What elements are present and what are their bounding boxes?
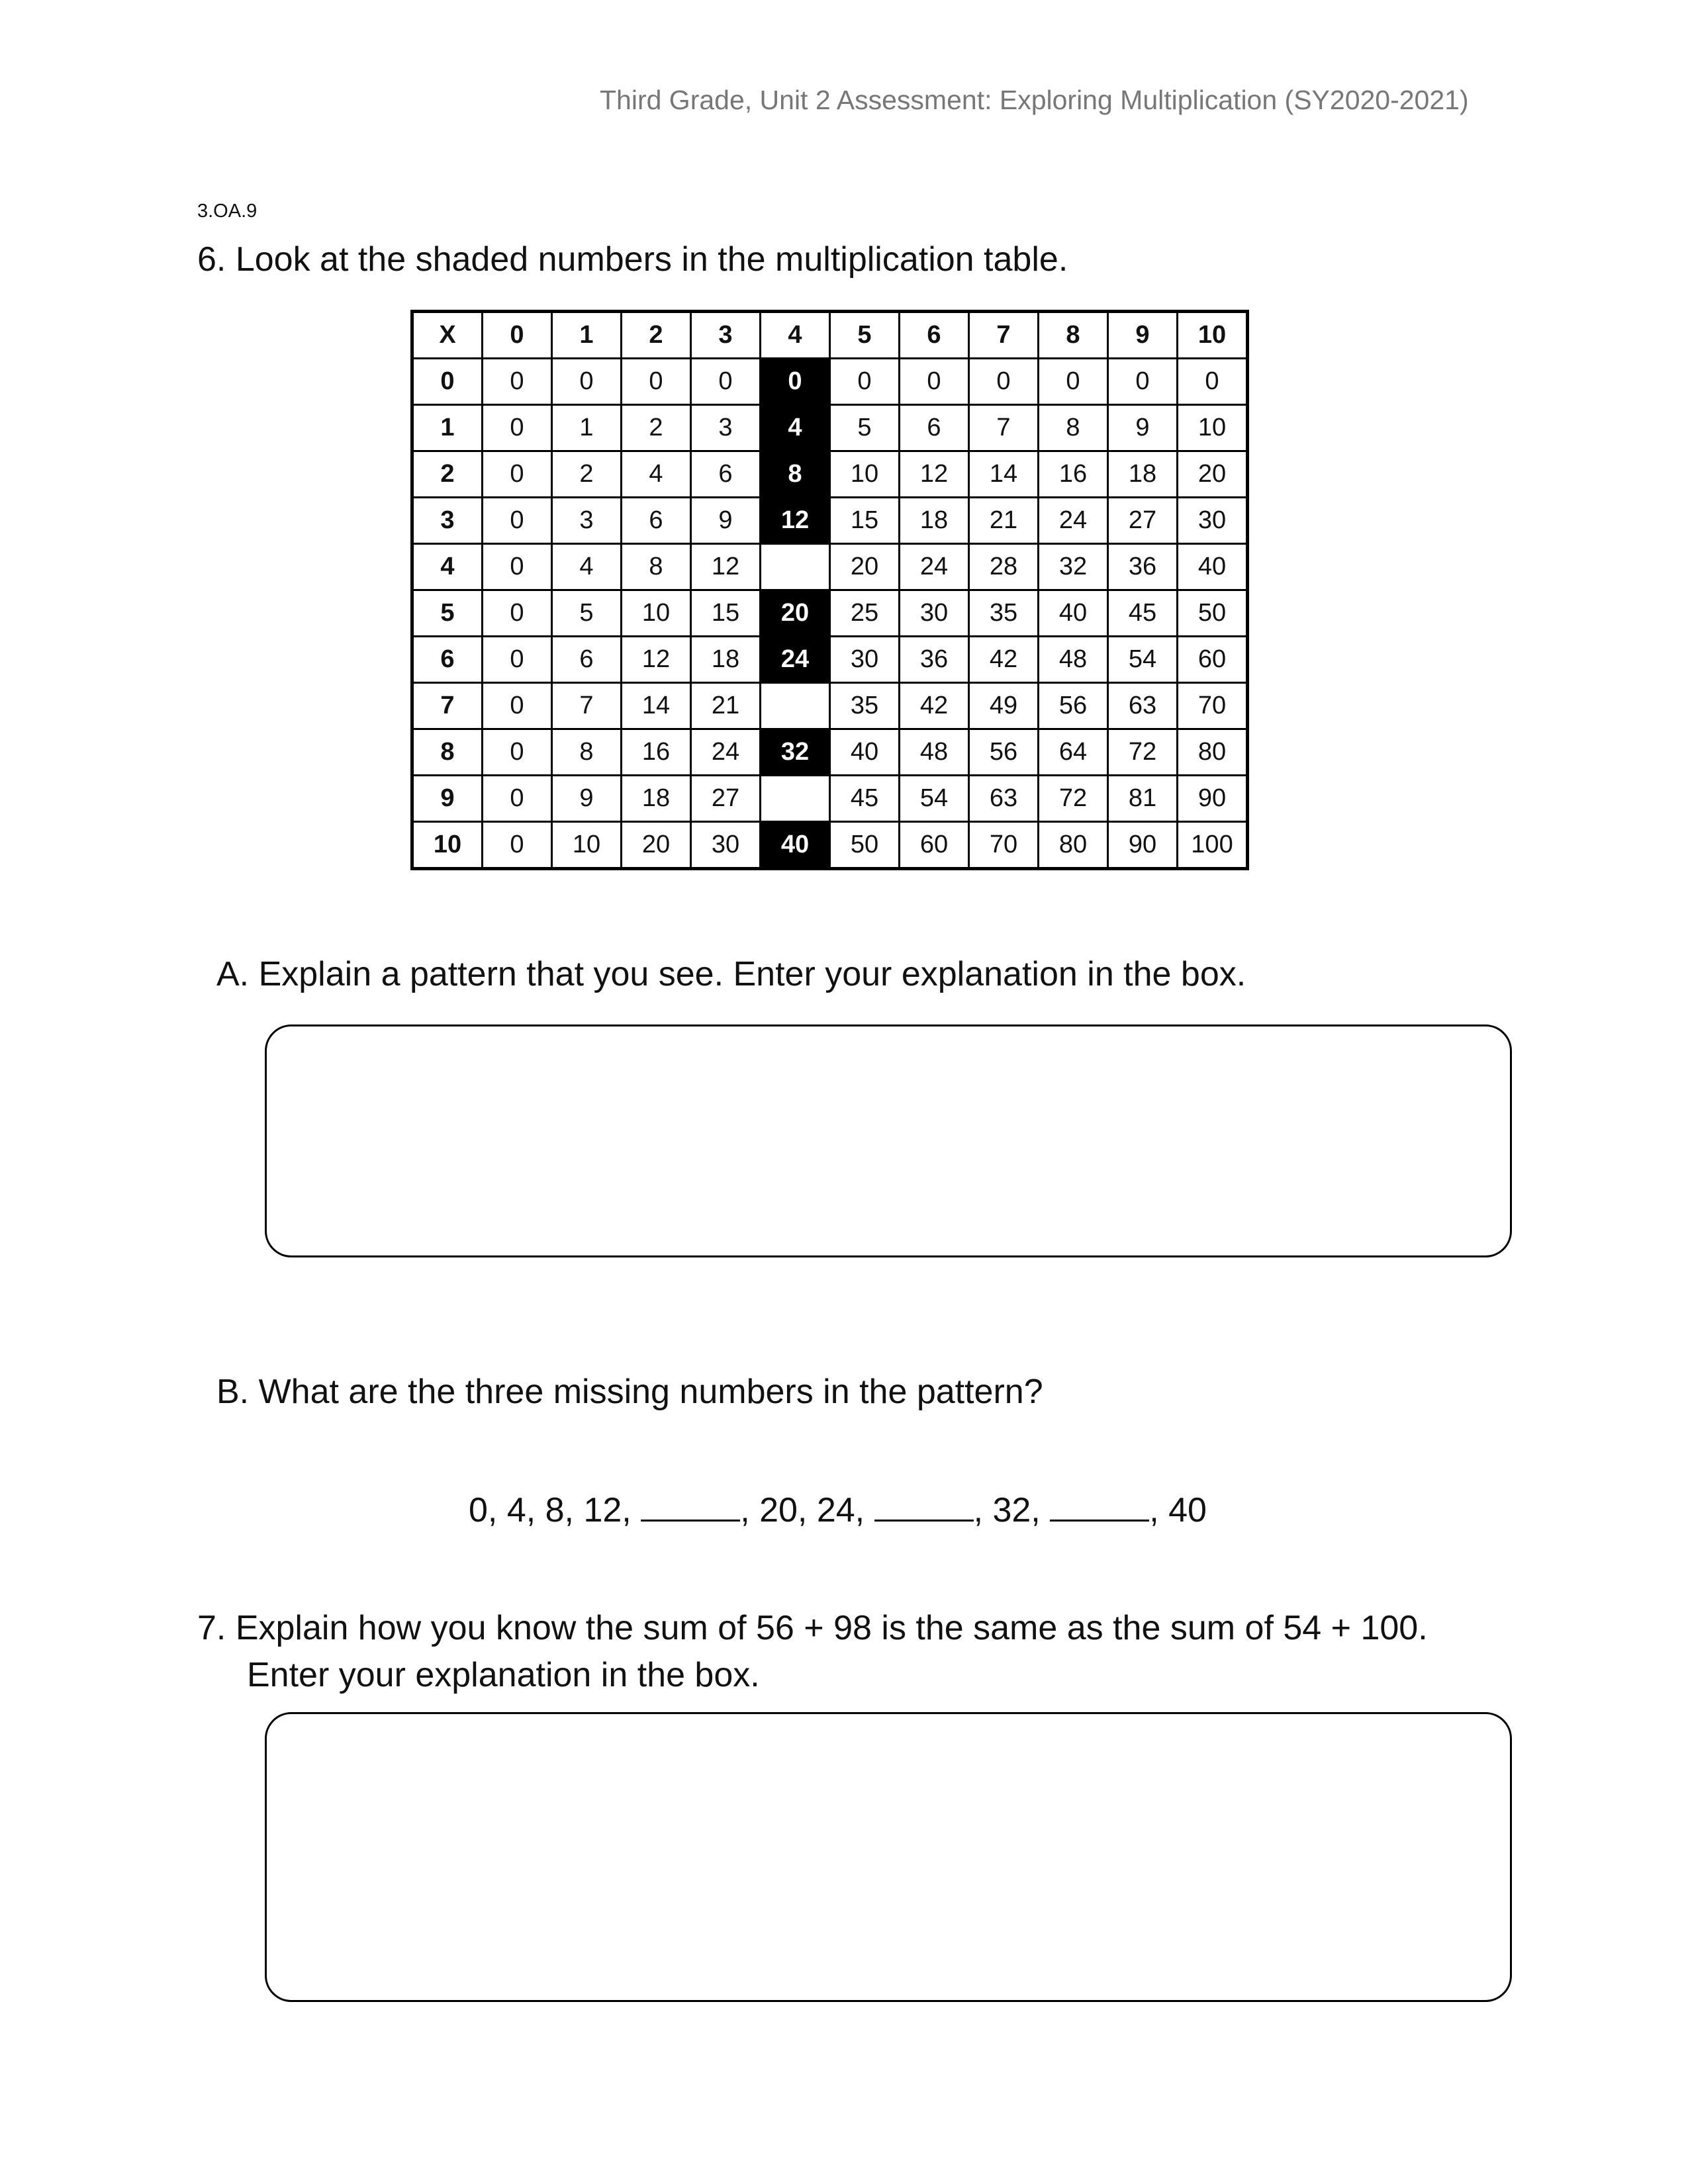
table-row	[412, 498, 1248, 544]
missing-number-blank-2[interactable]	[874, 1493, 974, 1522]
table-cell: 0	[483, 822, 552, 869]
table-cell: 63	[969, 776, 1039, 822]
question-7-answer-box[interactable]	[265, 1712, 1512, 2002]
table-cell: 9	[552, 776, 622, 822]
table-cell: 30	[691, 822, 761, 869]
table-cell: 0	[969, 359, 1039, 405]
shaded-cell: 8	[761, 451, 830, 498]
table-cell: 15	[830, 498, 900, 544]
table-cell: 20	[830, 544, 900, 590]
table-cell: 0	[1108, 359, 1178, 405]
sequence-text: , 40	[1149, 1491, 1207, 1529]
table-cell: 12	[900, 451, 969, 498]
table-cell: 7	[969, 405, 1039, 451]
table-cell: 27	[691, 776, 761, 822]
table-cell: 6	[552, 637, 622, 683]
table-cell: 0	[483, 729, 552, 776]
column-header: 4	[761, 312, 830, 359]
table-cell: 54	[900, 776, 969, 822]
table-cell: 80	[1039, 822, 1108, 869]
table-cell: 5	[830, 405, 900, 451]
table-cell: 24	[1039, 498, 1108, 544]
table-cell: 6	[622, 498, 691, 544]
table-cell: 18	[1108, 451, 1178, 498]
row-header: 6	[412, 637, 483, 683]
table-cell: 36	[1108, 544, 1178, 590]
table-cell: 18	[900, 498, 969, 544]
table-row	[412, 590, 1248, 637]
table-cell: 30	[1178, 498, 1248, 544]
table-cell: 90	[1108, 822, 1178, 869]
table-cell: 0	[483, 776, 552, 822]
table-cell: 90	[1178, 776, 1248, 822]
shaded-cell: 12	[761, 498, 830, 544]
shaded-cell: 20	[761, 590, 830, 637]
question-6-prompt: 6. Look at the shaded numbers in the multiplication table.	[197, 240, 1068, 279]
table-cell: 10	[1178, 405, 1248, 451]
table-cell: 20	[622, 822, 691, 869]
table-cell: 8	[552, 729, 622, 776]
table-row	[412, 776, 1248, 822]
question-7-prompt-line2: Enter your explanation in the box.	[247, 1656, 760, 1694]
table-cell: 30	[900, 590, 969, 637]
table-row	[412, 544, 1248, 590]
table-cell: 72	[1108, 729, 1178, 776]
table-cell: 0	[483, 498, 552, 544]
sequence-text: , 32,	[973, 1491, 1051, 1529]
shaded-cell: 24	[761, 637, 830, 683]
table-cell: 0	[622, 359, 691, 405]
missing-number-blank-1[interactable]	[641, 1493, 740, 1522]
multiplication-table	[410, 310, 1249, 870]
sequence-text: 0, 4, 8, 12,	[469, 1491, 641, 1529]
table-cell: 8	[1039, 405, 1108, 451]
table-cell: 50	[830, 822, 900, 869]
table-cell: 2	[622, 405, 691, 451]
row-header: 5	[412, 590, 483, 637]
missing-cell	[761, 544, 830, 590]
table-cell: 0	[552, 359, 622, 405]
column-header: 0	[483, 312, 552, 359]
table-cell: 70	[969, 822, 1039, 869]
table-cell: 0	[900, 359, 969, 405]
column-header: 7	[969, 312, 1039, 359]
shaded-cell: 32	[761, 729, 830, 776]
table-cell: 28	[969, 544, 1039, 590]
table-cell: 0	[1178, 359, 1248, 405]
sequence-text: , 20, 24,	[740, 1491, 874, 1529]
table-cell: 20	[1178, 451, 1248, 498]
table-cell: 16	[1039, 451, 1108, 498]
table-cell: 0	[483, 590, 552, 637]
row-header: 9	[412, 776, 483, 822]
shaded-cell: 4	[761, 405, 830, 451]
column-header: 5	[830, 312, 900, 359]
part-a-answer-box[interactable]	[265, 1024, 1512, 1257]
table-cell: 25	[830, 590, 900, 637]
missing-cell	[761, 776, 830, 822]
table-cell: 5	[552, 590, 622, 637]
table-cell: 0	[1039, 359, 1108, 405]
table-cell: 45	[1108, 590, 1178, 637]
table-cell: 48	[1039, 637, 1108, 683]
table-cell: 10	[830, 451, 900, 498]
shaded-cell: 40	[761, 822, 830, 869]
table-cell: 60	[900, 822, 969, 869]
table-cell: 72	[1039, 776, 1108, 822]
table-cell: 70	[1178, 683, 1248, 729]
table-cell: 9	[1108, 405, 1178, 451]
table-cell: 42	[900, 683, 969, 729]
table-cell: 40	[830, 729, 900, 776]
table-cell: 14	[622, 683, 691, 729]
table-cell: 12	[691, 544, 761, 590]
row-header: 10	[412, 822, 483, 869]
column-header: 2	[622, 312, 691, 359]
part-b-prompt: B. What are the three missing numbers in the pattern?	[216, 1373, 1043, 1411]
table-cell: 0	[483, 359, 552, 405]
standard-code: 3.OA.9	[197, 201, 258, 222]
table-row	[412, 822, 1248, 869]
pattern-sequence	[469, 1490, 1207, 1530]
table-header-row	[412, 312, 1248, 359]
page-header: Third Grade, Unit 2 Assessment: Exploring Multiplication (SY2020-2021)	[600, 85, 1469, 115]
table-cell: 6	[691, 451, 761, 498]
table-cell: 35	[830, 683, 900, 729]
table-cell: 64	[1039, 729, 1108, 776]
table-cell: 9	[691, 498, 761, 544]
row-header: 8	[412, 729, 483, 776]
table-cell: 50	[1178, 590, 1248, 637]
table-row	[412, 637, 1248, 683]
table-row	[412, 729, 1248, 776]
table-cell: 0	[483, 544, 552, 590]
table-cell: 21	[969, 498, 1039, 544]
table-cell: 2	[552, 451, 622, 498]
table-cell: 0	[691, 359, 761, 405]
table-cell: 40	[1039, 590, 1108, 637]
table-cell: 49	[969, 683, 1039, 729]
missing-cell	[761, 683, 830, 729]
table-cell: 18	[622, 776, 691, 822]
table-cell: 40	[1178, 544, 1248, 590]
table-cell: 27	[1108, 498, 1178, 544]
table-cell: 6	[900, 405, 969, 451]
table-cell: 3	[691, 405, 761, 451]
table-cell: 0	[830, 359, 900, 405]
table-corner: X	[412, 312, 483, 359]
part-a-prompt: A. Explain a pattern that you see. Enter your explanation in the box.	[216, 955, 1246, 993]
table-row	[412, 359, 1248, 405]
table-cell: 10	[552, 822, 622, 869]
row-header: 3	[412, 498, 483, 544]
question-7-prompt: 7. Explain how you know the sum of 56 + 98 is the same as the sum of 54 + 100.	[197, 1609, 1428, 1647]
row-header: 0	[412, 359, 483, 405]
table-cell: 0	[483, 637, 552, 683]
table-cell: 56	[969, 729, 1039, 776]
table-cell: 18	[691, 637, 761, 683]
table-cell: 24	[900, 544, 969, 590]
table-cell: 45	[830, 776, 900, 822]
column-header: 6	[900, 312, 969, 359]
table-cell: 54	[1108, 637, 1178, 683]
table-cell: 21	[691, 683, 761, 729]
table-cell: 7	[552, 683, 622, 729]
table-cell: 0	[483, 683, 552, 729]
row-header: 1	[412, 405, 483, 451]
shaded-cell: 0	[761, 359, 830, 405]
table-cell: 24	[691, 729, 761, 776]
row-header: 4	[412, 544, 483, 590]
table-cell: 8	[622, 544, 691, 590]
table-cell: 0	[483, 451, 552, 498]
column-header: 1	[552, 312, 622, 359]
missing-number-blank-3[interactable]	[1050, 1493, 1149, 1522]
table-row	[412, 683, 1248, 729]
column-header: 3	[691, 312, 761, 359]
table-cell: 48	[900, 729, 969, 776]
table-cell: 16	[622, 729, 691, 776]
table-cell: 0	[483, 405, 552, 451]
table-cell: 80	[1178, 729, 1248, 776]
table-cell: 63	[1108, 683, 1178, 729]
table-cell: 42	[969, 637, 1039, 683]
table-cell: 32	[1039, 544, 1108, 590]
table-cell: 15	[691, 590, 761, 637]
table-cell: 35	[969, 590, 1039, 637]
table-row	[412, 451, 1248, 498]
column-header: 10	[1178, 312, 1248, 359]
table-cell: 4	[622, 451, 691, 498]
column-header: 9	[1108, 312, 1178, 359]
table-cell: 12	[622, 637, 691, 683]
table-row	[412, 405, 1248, 451]
row-header: 7	[412, 683, 483, 729]
table-cell: 56	[1039, 683, 1108, 729]
table-cell: 100	[1178, 822, 1248, 869]
row-header: 2	[412, 451, 483, 498]
table-cell: 30	[830, 637, 900, 683]
table-cell: 60	[1178, 637, 1248, 683]
table-cell: 81	[1108, 776, 1178, 822]
table-cell: 14	[969, 451, 1039, 498]
table-cell: 36	[900, 637, 969, 683]
table-cell: 3	[552, 498, 622, 544]
table-cell: 4	[552, 544, 622, 590]
column-header: 8	[1039, 312, 1108, 359]
table-cell: 10	[622, 590, 691, 637]
table-cell: 1	[552, 405, 622, 451]
